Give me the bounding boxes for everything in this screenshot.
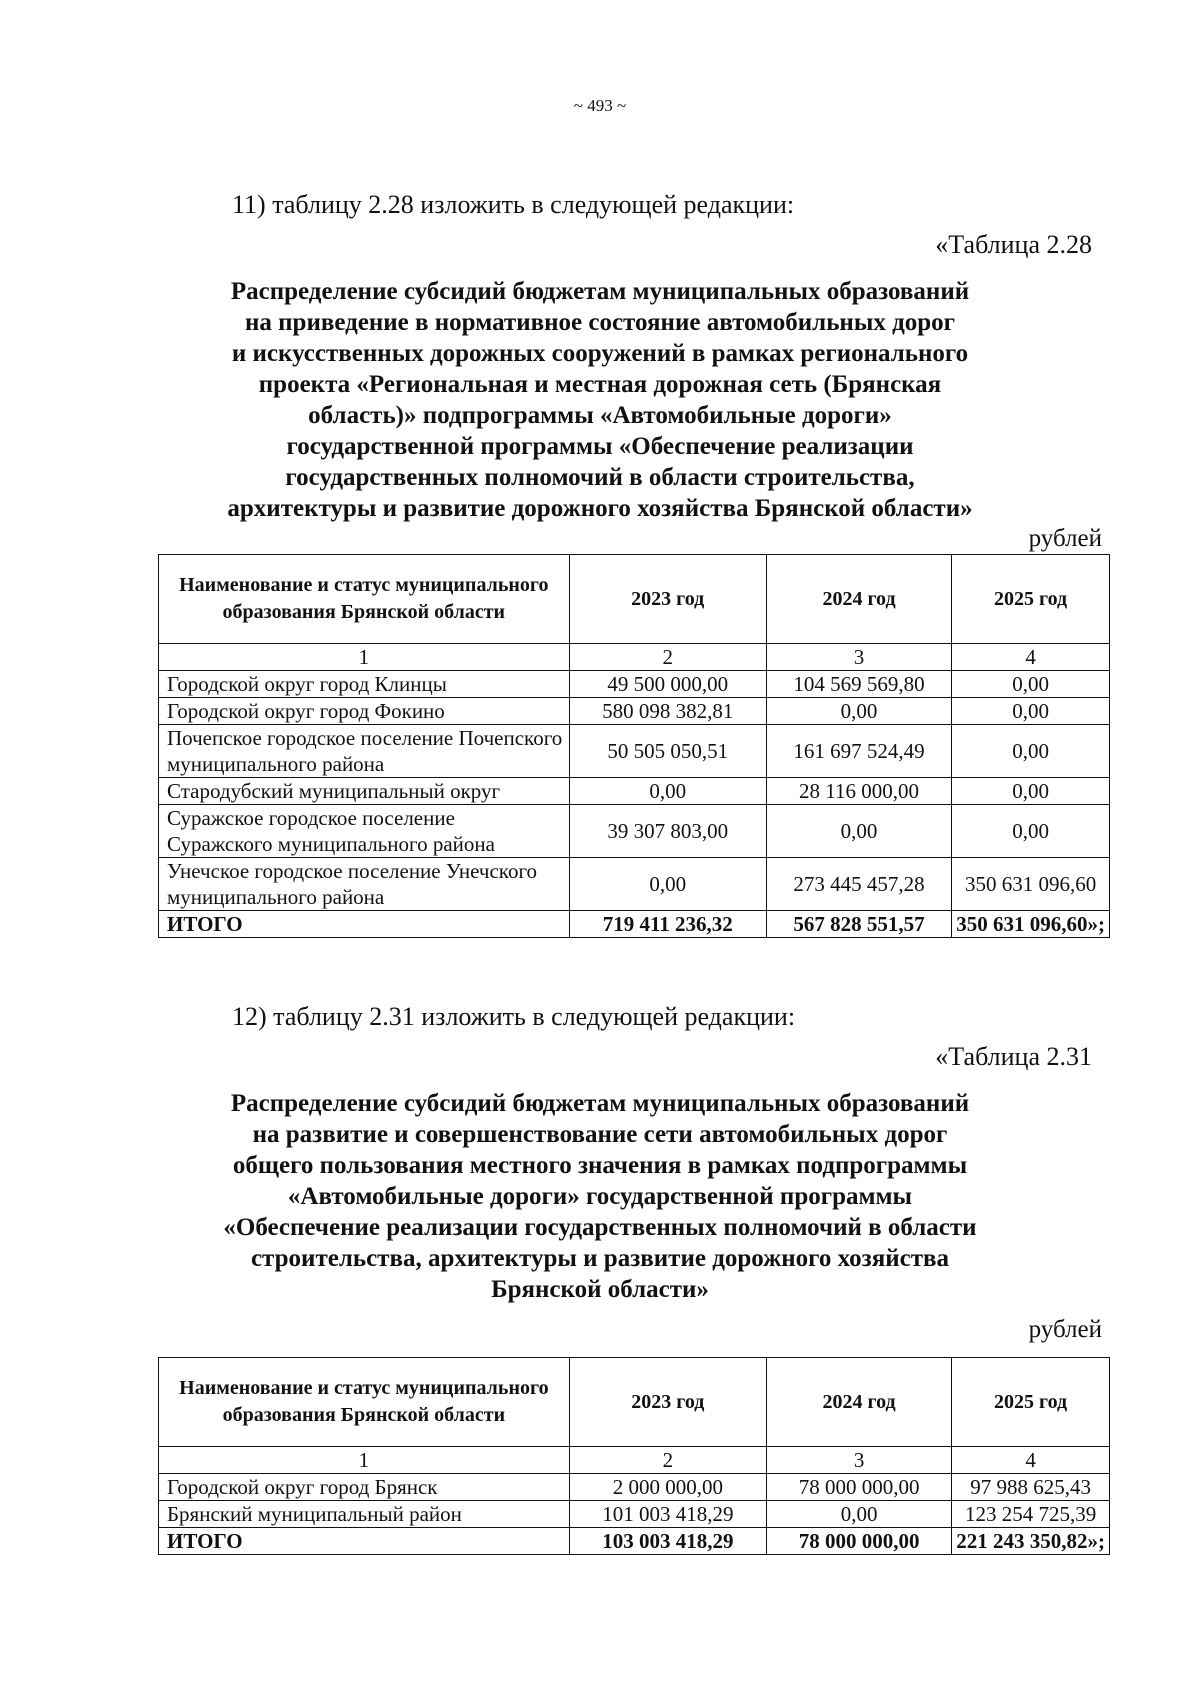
value-2025: 350 631 096,60 — [952, 858, 1110, 911]
value-2024: 161 697 524,49 — [766, 725, 951, 778]
title-line: Брянской области» — [491, 1276, 709, 1303]
value-2023: 49 500 000,00 — [569, 671, 766, 698]
col-index: 3 — [766, 1447, 951, 1474]
table-row — [159, 858, 1110, 911]
section-intro: 12) таблицу 2.31 изложить в следующей редакции: — [232, 1002, 796, 1031]
title-line: проекта «Региональная и местная дорожная сеть (Брянская — [258, 371, 942, 398]
section-table-2-31 — [0, 1000, 1200, 1555]
total-row — [159, 911, 1110, 938]
value-2024: 104 569 569,80 — [766, 671, 951, 698]
column-index-row — [159, 1447, 1110, 1474]
table-row — [159, 778, 1110, 805]
table-row — [159, 671, 1110, 698]
title-line: область)» подпрограммы «Автомобильные дороги» — [308, 402, 892, 429]
value-2025: 0,00 — [952, 698, 1110, 725]
table-row — [159, 698, 1110, 725]
row-name: Унечское городское поселение Унечского муниципального района — [159, 858, 570, 911]
total-2023: 719 411 236,32 — [569, 911, 766, 938]
value-2025: 0,00 — [952, 778, 1110, 805]
title-line: общего пользования местного значения в рамках подпрограммы — [232, 1152, 968, 1179]
row-name: Стародубский муниципальный округ — [159, 778, 570, 805]
total-2025: 221 243 350,82»; — [952, 1528, 1110, 1555]
header-2023: 2023 год — [569, 1358, 766, 1447]
col-index: 2 — [569, 1447, 766, 1474]
col-index: 2 — [569, 644, 766, 671]
row-name: Городской округ город Клинцы — [159, 671, 570, 698]
value-2025: 0,00 — [952, 725, 1110, 778]
col-index: 4 — [952, 644, 1110, 671]
subsidy-table — [158, 1357, 1110, 1555]
value-2024: 0,00 — [766, 698, 951, 725]
row-name: Почепское городское поселение Почепского муниципального района — [159, 725, 570, 778]
title-line: государственных полномочий в области строительства, — [285, 464, 915, 491]
table-row — [159, 805, 1110, 858]
col-index: 1 — [159, 644, 570, 671]
table-title — [150, 1088, 1050, 1305]
total-row — [159, 1528, 1110, 1555]
header-row — [159, 555, 1110, 644]
units-label: рублей — [1028, 1316, 1102, 1343]
total-2023: 103 003 418,29 — [569, 1528, 766, 1555]
title-line: Распределение субсидий бюджетам муниципальных образований — [230, 278, 970, 305]
table-row — [159, 1501, 1110, 1528]
col-index: 3 — [766, 644, 951, 671]
header-2024: 2024 год — [766, 555, 951, 644]
row-name: Суражское городское поселение Суражского муниципального района — [159, 805, 570, 858]
title-line: архитектуры и развитие дорожного хозяйства Брянской области» — [227, 495, 973, 522]
header-2023: 2023 год — [569, 555, 766, 644]
subsidy-table — [158, 554, 1110, 938]
section-table-2-28 — [0, 188, 1200, 938]
table-reference: «Таблица 2.28 — [935, 230, 1092, 259]
table-row — [159, 1474, 1110, 1501]
header-2025: 2025 год — [952, 555, 1110, 644]
title-line: на развитие и совершенствование сети автомобильных дорог — [252, 1121, 948, 1148]
units-label: рублей — [1028, 525, 1102, 552]
value-2025: 0,00 — [952, 671, 1110, 698]
value-2024: 0,00 — [766, 805, 951, 858]
value-2025: 0,00 — [952, 805, 1110, 858]
title-line: и искусственных дорожных сооружений в рамках регионального — [231, 340, 969, 367]
title-line: государственной программы «Обеспечение реализации — [286, 433, 914, 460]
total-2024: 567 828 551,57 — [766, 911, 951, 938]
table-row — [159, 725, 1110, 778]
value-2023: 2 000 000,00 — [569, 1474, 766, 1501]
value-2023: 0,00 — [569, 778, 766, 805]
total-label: ИТОГО — [159, 911, 570, 938]
row-name: Брянский муниципальный район — [159, 1501, 570, 1528]
value-2025: 123 254 725,39 — [952, 1501, 1110, 1528]
header-name: Наименование и статус муниципального образования Брянской области — [159, 555, 570, 644]
value-2023: 580 098 382,81 — [569, 698, 766, 725]
header-name: Наименование и статус муниципального образования Брянской области — [159, 1358, 570, 1447]
header-row — [159, 1358, 1110, 1447]
title-line: строительства, архитектуры и развитие дорожного хозяйства — [250, 1245, 950, 1272]
col-index: 4 — [952, 1447, 1110, 1474]
value-2023: 101 003 418,29 — [569, 1501, 766, 1528]
value-2025: 97 988 625,43 — [952, 1474, 1110, 1501]
title-line: Распределение субсидий бюджетам муниципальных образований — [230, 1090, 970, 1117]
table-reference: «Таблица 2.31 — [935, 1042, 1092, 1071]
header-2024: 2024 год — [766, 1358, 951, 1447]
header-2025: 2025 год — [952, 1358, 1110, 1447]
total-label: ИТОГО — [159, 1528, 570, 1555]
row-name: Городской округ город Фокино — [159, 698, 570, 725]
section-intro: 11) таблицу 2.28 изложить в следующей редакции: — [232, 190, 795, 219]
value-2024: 28 116 000,00 — [766, 778, 951, 805]
total-2024: 78 000 000,00 — [766, 1528, 951, 1555]
value-2023: 0,00 — [569, 858, 766, 911]
value-2023: 39 307 803,00 — [569, 805, 766, 858]
total-2025: 350 631 096,60»; — [952, 911, 1110, 938]
col-index: 1 — [159, 1447, 570, 1474]
column-index-row — [159, 644, 1110, 671]
page-number: ~ 493 ~ — [573, 96, 627, 115]
value-2023: 50 505 050,51 — [569, 725, 766, 778]
row-name: Городской округ город Брянск — [159, 1474, 570, 1501]
title-line: «Автомобильные дороги» государственной программы — [287, 1183, 913, 1210]
value-2024: 0,00 — [766, 1501, 951, 1528]
title-line: «Обеспечение реализации государственных полномочий в области — [223, 1214, 977, 1241]
value-2024: 78 000 000,00 — [766, 1474, 951, 1501]
value-2024: 273 445 457,28 — [766, 858, 951, 911]
title-line: на приведение в нормативное состояние автомобильных дорог — [245, 309, 955, 336]
table-title — [150, 276, 1050, 524]
